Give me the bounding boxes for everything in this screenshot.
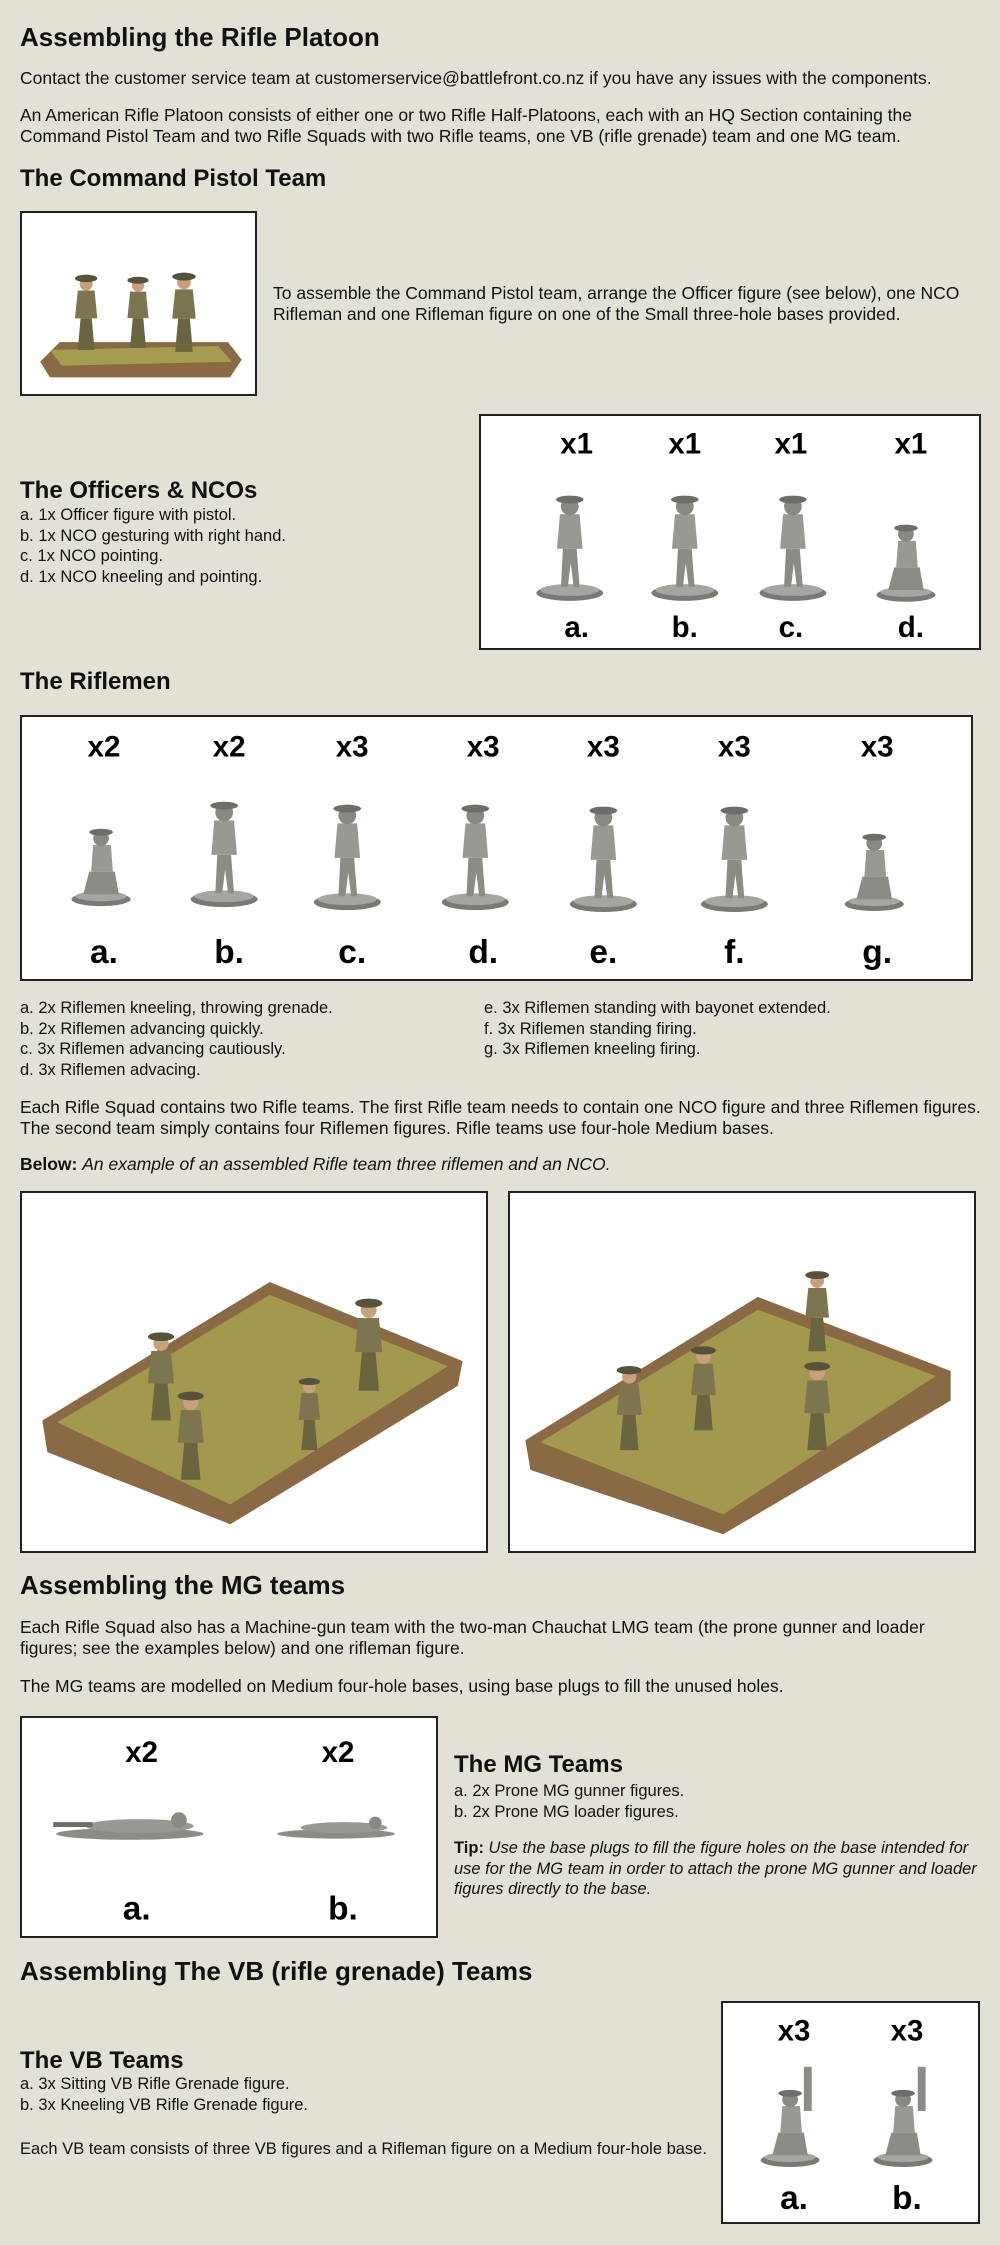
- letter-label: b.: [214, 934, 244, 972]
- below-label: Below:: [20, 1154, 78, 1174]
- letter-label: a.: [564, 611, 589, 645]
- letter-label: b.: [671, 611, 698, 645]
- letter-label: e.: [589, 934, 618, 972]
- below-caption: [20, 1154, 985, 1175]
- count-label: x2: [125, 1736, 158, 1770]
- squad-text: Each Rifle Squad contains two Rifle teams. The first Rifle team needs to contain one NCO figure and three Riflemen figures. The second team simply contains four Riflemen figures. Rifle teams use four-hole Medium bases.: [20, 1097, 981, 1138]
- list-item: d. 1x NCO kneeling and pointing.: [20, 567, 263, 586]
- count-label: x2: [321, 1736, 355, 1770]
- count-label: x3: [586, 730, 620, 764]
- count-label: x1: [668, 427, 702, 461]
- list-item: e. 3x Riflemen standing with bayonet extended.: [484, 999, 831, 1017]
- letter-label: b.: [328, 1890, 358, 1928]
- count-label: x1: [894, 427, 928, 461]
- list-item: b. 2x Prone MG loader figures.: [454, 1802, 679, 1821]
- list-item: c. 1x NCO pointing.: [20, 547, 164, 565]
- count-label: x3: [717, 730, 751, 764]
- letter-label: g.: [862, 934, 893, 972]
- count-label: x3: [860, 730, 894, 764]
- riflemen-heading: The Riflemen: [20, 668, 171, 695]
- below-text: An example of an assembled Rifle team three riflemen and an NCO.: [82, 1154, 611, 1174]
- letter-label: b.: [892, 2180, 922, 2218]
- list-item: d. 3x Riflemen advacing.: [20, 1060, 201, 1079]
- list-item: a. 3x Sitting VB Rifle Grenade figure.: [20, 2075, 290, 2093]
- mg-heading: Assembling the MG teams: [20, 1570, 346, 1600]
- tip-label: Tip:: [454, 1839, 484, 1857]
- list-item: a. 2x Prone MG gunner figures.: [454, 1782, 685, 1800]
- officers-heading: The Officers & NCOs: [20, 477, 258, 504]
- riflemen-list-left: [20, 998, 333, 1080]
- letter-label: a.: [122, 1890, 151, 1928]
- count-label: x1: [774, 427, 808, 461]
- list-item: b. 3x Kneeling VB Rifle Grenade figure.: [20, 2095, 309, 2114]
- command-text: To assemble the Command Pistol team, arrange the Officer figure (see below), one NCO Rifleman and one Rifleman figure on one of the Small three-hole bases provided.: [273, 283, 960, 324]
- list-item: c. 3x Riflemen advancing cautiously.: [20, 1040, 286, 1058]
- letter-label: d.: [468, 934, 499, 972]
- vb-list: [20, 2074, 308, 2115]
- letter-label: f.: [724, 934, 745, 972]
- list-item: a. 2x Riflemen kneeling, throwing grenade.: [20, 999, 333, 1017]
- mg-photo: [20, 1716, 438, 1938]
- intro-text: An American Rifle Platoon consists of either one or two Rifle Half-Platoons, each with an HQ Section containing the Command Pistol Team and two Rifle Squads with two Rifle teams, one VB (rifle grenade) team and one MG team.: [20, 105, 912, 146]
- officers-photo: [479, 414, 981, 650]
- list-item: g. 3x Riflemen kneeling firing.: [484, 1040, 701, 1058]
- command-heading: The Command Pistol Team: [20, 165, 327, 192]
- list-item: f. 3x Riflemen standing firing.: [484, 1019, 697, 1038]
- riflemen-photo: [20, 715, 973, 981]
- vb-text: Each VB team consists of three VB figures and a Rifleman figure on a Medium four-hole base.: [20, 2140, 707, 2158]
- letter-label: d.: [897, 611, 924, 645]
- rifle-team-photo-1: [20, 1191, 488, 1553]
- riflemen-list-right: [484, 998, 831, 1060]
- mg-text-1: Each Rifle Squad also has a Machine-gun team with the two-man Chauchat LMG team (the prone gunner and loader figures; see the examples below) and one rifleman figure.: [20, 1617, 925, 1658]
- letter-label: a.: [780, 2180, 808, 2218]
- letter-label: c.: [338, 934, 367, 972]
- list-item: b. 2x Riflemen advancing quickly.: [20, 1019, 264, 1038]
- contact-text: Contact the customer service team at customerservice@battlefront.co.nz if you have any issues with the components.: [20, 68, 932, 88]
- count-label: x3: [335, 730, 369, 764]
- mg-text-2: The MG teams are modelled on Medium four-hole bases, using base plugs to fill the unused holes.: [20, 1676, 784, 1696]
- mg-list: [454, 1781, 684, 1822]
- list-item: b. 1x NCO gesturing with right hand.: [20, 526, 286, 545]
- letter-label: a.: [90, 934, 118, 972]
- count-label: x2: [87, 730, 121, 764]
- tip-text: Use the base plugs to fill the figure holes on the base intended for use for the MG team in order to attach the prone MG gunner and loader figures directly to the base.: [454, 1839, 977, 1898]
- count-label: x3: [890, 2014, 924, 2048]
- vb-heading: Assembling The VB (rifle grenade) Teams: [20, 1956, 533, 1986]
- list-item: a. 1x Officer figure with pistol.: [20, 506, 237, 524]
- command-team-photo: [20, 211, 257, 396]
- vb-subheading: The VB Teams: [20, 2047, 184, 2074]
- letter-label: c.: [778, 611, 804, 645]
- mg-tip: [454, 1838, 979, 1900]
- vb-photo: [721, 2001, 980, 2224]
- page-title: Assembling the Rifle Platoon: [20, 22, 380, 52]
- count-label: x3: [466, 730, 500, 764]
- count-label: x3: [777, 2014, 811, 2048]
- rifle-team-photo-2: [508, 1191, 976, 1553]
- count-label: x1: [560, 427, 594, 461]
- officers-list: [20, 505, 286, 587]
- count-label: x2: [212, 730, 246, 764]
- mg-subheading: The MG Teams: [454, 1751, 623, 1778]
